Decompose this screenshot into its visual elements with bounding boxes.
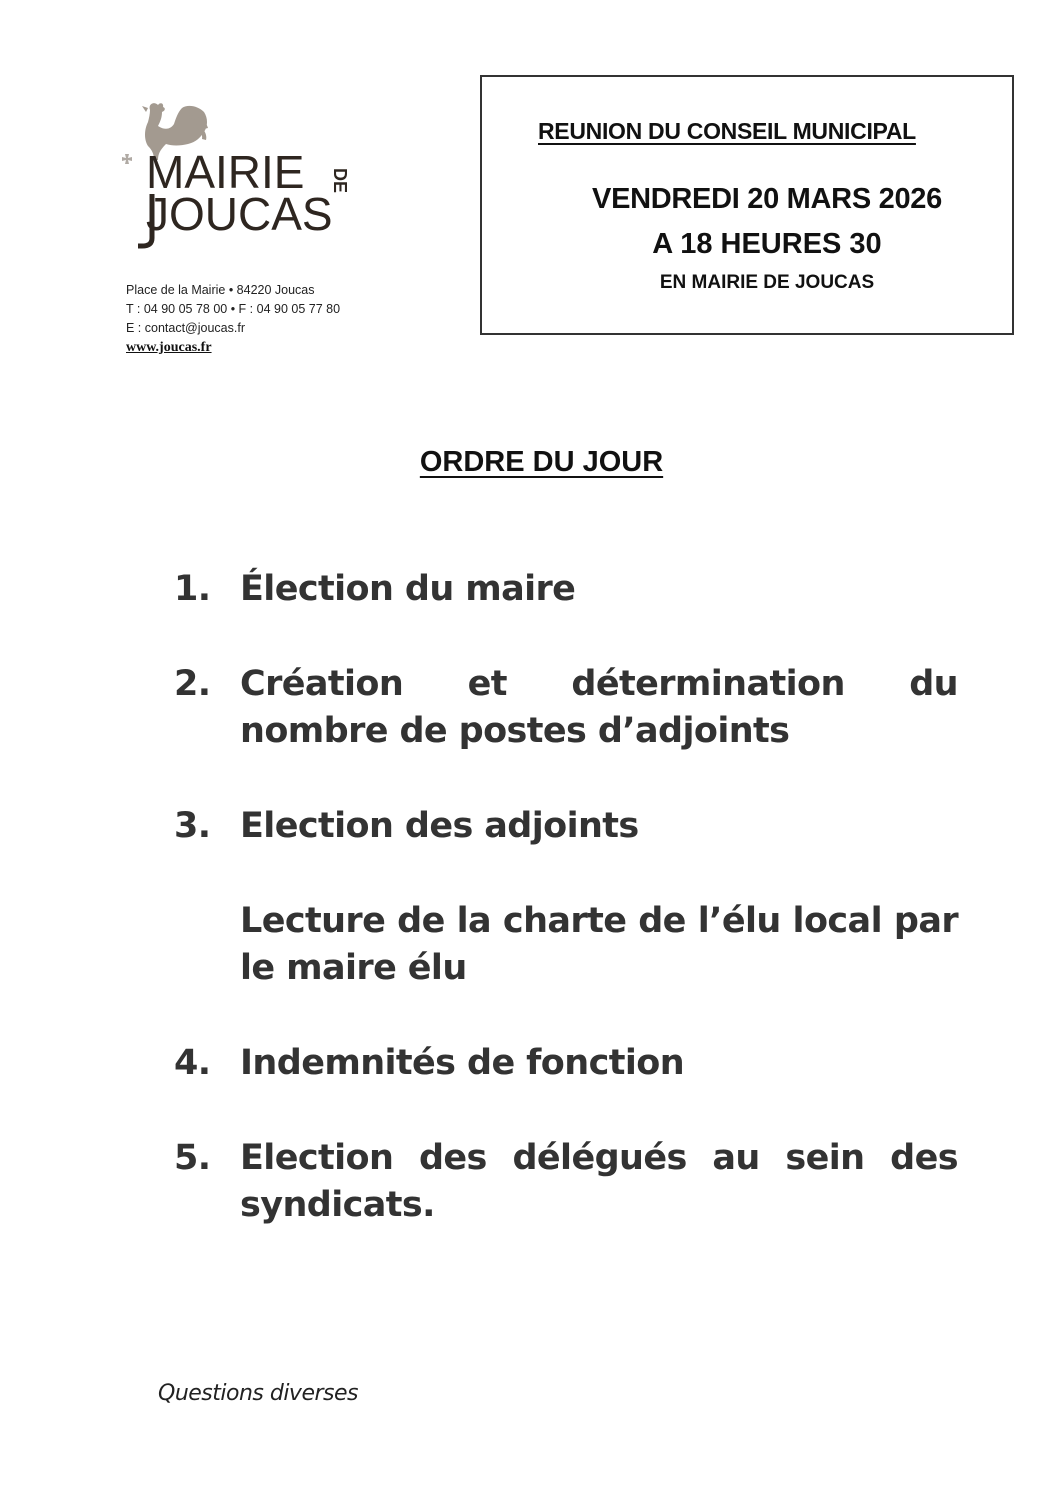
agenda-item-text: Indemnités de fonction xyxy=(240,1043,685,1083)
agenda-item xyxy=(174,1040,958,1087)
meeting-title: REUNION DU CONSEIL MUNICIPAL xyxy=(538,118,916,144)
logo-text-joucas: JOUCAS xyxy=(146,188,333,240)
agenda-item-number: 1. xyxy=(174,569,211,609)
agenda-item-text: Election des délégués au sein des syndicats. xyxy=(240,1138,958,1225)
agenda-item-text: Election des adjoints xyxy=(240,806,639,846)
meeting-place: EN MAIRIE DE JOUCAS xyxy=(659,272,875,293)
agenda-sub-item xyxy=(174,898,958,992)
phone-fax: T : 04 90 05 78 00 • F : 04 90 05 77 80 xyxy=(126,302,341,316)
agenda-item xyxy=(174,1135,958,1229)
contact-info xyxy=(126,281,340,357)
agenda-item-text: Élection du maire xyxy=(240,569,576,609)
mairie-joucas-logo xyxy=(118,96,358,256)
questions-diverses: Questions diverses xyxy=(158,1381,358,1406)
agenda-item-number: 2. xyxy=(174,664,211,704)
agenda-title: ORDRE DU JOUR xyxy=(419,446,664,478)
logo-text-mairie: MAIRIE xyxy=(146,146,305,198)
website-link[interactable]: www.joucas.fr xyxy=(126,340,212,355)
logo-text-de: DE xyxy=(330,168,350,194)
agenda-list xyxy=(174,566,958,1229)
agenda-item xyxy=(174,803,958,850)
logo-graphic xyxy=(118,96,358,256)
agenda-item-number: 5. xyxy=(174,1138,211,1178)
agenda-item xyxy=(174,566,958,613)
meeting-info-box xyxy=(480,75,1014,335)
agenda-item xyxy=(174,661,958,755)
logo-j-descender xyxy=(138,194,152,246)
agenda-item-number: 4. xyxy=(174,1043,211,1083)
agenda-item-number: 3. xyxy=(174,806,211,846)
cross-icon xyxy=(122,154,132,164)
address: Place de la Mairie • 84220 Joucas xyxy=(126,283,315,297)
meeting-date: VENDREDI 20 MARS 2026 xyxy=(592,183,942,215)
agenda-item-text: Lecture de la charte de l’élu local par le maire élu xyxy=(240,901,958,988)
agenda-item-text: Création et détermination du nombre de postes d’adjoints xyxy=(240,664,958,751)
meeting-time: A 18 HEURES 30 xyxy=(652,228,882,260)
email[interactable]: E : contact@joucas.fr xyxy=(126,321,245,335)
